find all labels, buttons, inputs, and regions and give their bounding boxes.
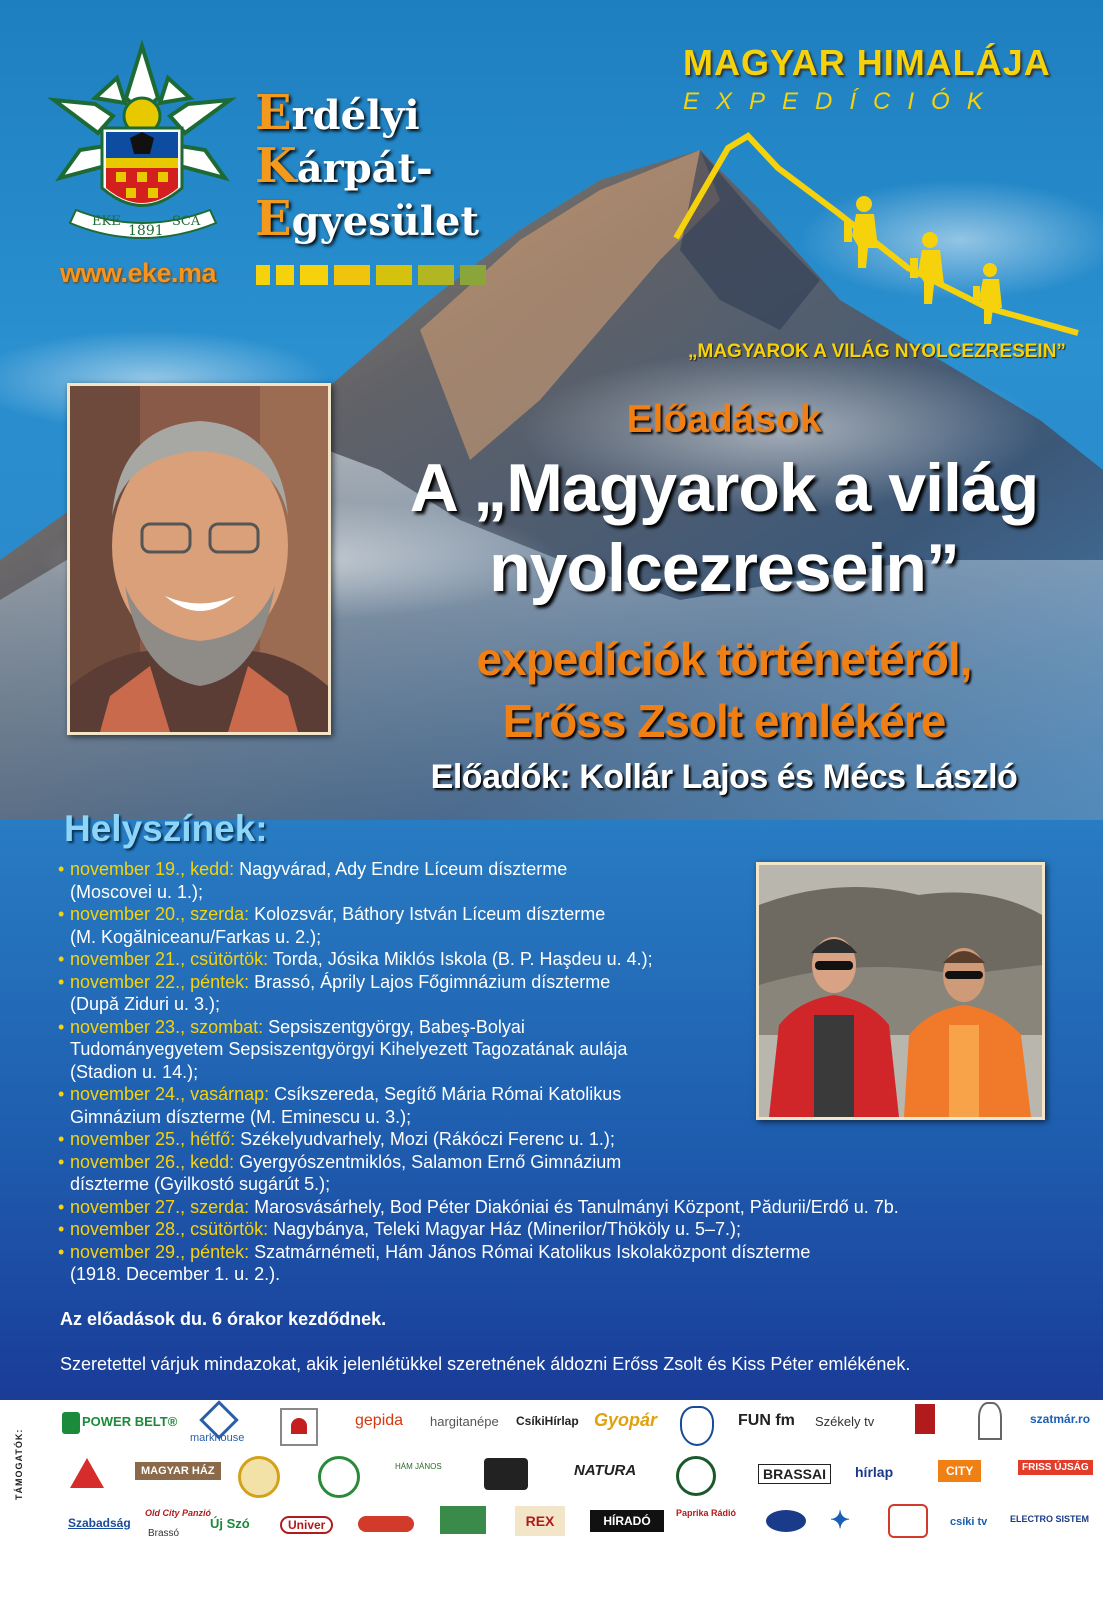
expedition-subtitle: EXPEDÍCIÓK xyxy=(683,88,1000,115)
venue-date: november 26., kedd: xyxy=(70,1151,235,1172)
start-time-note: Az előadások du. 6 órakor kezdődnek. xyxy=(60,1309,387,1329)
sponsor-univer: Univer xyxy=(280,1516,333,1534)
venue-date: november 25., hétfő: xyxy=(70,1129,236,1149)
venue-place: Nagybánya, Teleki Magyar Ház (Minerilor/Thököly u. 5–7.); xyxy=(268,1219,741,1239)
climbers-mountain-icon xyxy=(668,118,1088,348)
logo-text-left: EKE xyxy=(92,214,121,229)
venue-item xyxy=(56,1218,976,1241)
sponsor-hirlap: hírlap xyxy=(855,1464,894,1480)
sponsor-rex: REX xyxy=(515,1506,565,1536)
sponsor-friss-ujsag: FRISS ÚJSÁG xyxy=(1018,1460,1093,1475)
sponsor-szatmar-ro: szatmár.ro xyxy=(1030,1412,1091,1426)
sponsor-brassai: BRASSAI xyxy=(758,1464,831,1484)
org-initial-1: E xyxy=(255,85,292,141)
speakers-line: Előadók: Kollár Lajos és Mécs László xyxy=(430,758,1018,796)
crest-logo-icon xyxy=(280,1408,318,1446)
venue-place: Sepsiszentgyörgy, Babeş-Bolyai xyxy=(263,1016,525,1037)
invitation-text: Szeretettel várjuk mindazokat, akik jelenlétükkel szeretnének áldozni Erőss Zsolt és Kiss Péter emlékének. xyxy=(60,1354,911,1374)
coat-of-arms-icon xyxy=(680,1406,714,1446)
venue-item xyxy=(56,1241,976,1286)
venue-address: díszterme (Gyilkostó sugárút 5.); xyxy=(70,1174,331,1194)
expedition-motto: „MAGYAROK A VILÁG NYOLCEZRESEIN” xyxy=(688,341,1066,362)
eke-logo xyxy=(40,38,245,253)
venue-item xyxy=(56,1151,976,1196)
org-initial-2: K xyxy=(255,138,297,194)
sponsor-old-city-location: Brassó xyxy=(148,1528,180,1539)
subtitle-line-2: Erőss Zsolt emlékére xyxy=(502,695,946,747)
sponsor-hirado: HÍRADÓ xyxy=(590,1510,664,1532)
sponsor-markhouse: markhouse xyxy=(190,1432,245,1444)
venue-place: Nagyvárad, Ady Endre Líceum díszterme xyxy=(234,859,568,879)
venue-place: Marosvásárhely, Bod Péter Diakóniai és Tanulmányi Központ, Pădurii/Erdő u. 7b. xyxy=(249,1196,899,1217)
sponsor-csikihirlap: CsíkiHírlap xyxy=(516,1414,579,1428)
venue-address: (Moscovei u. 1.); xyxy=(70,881,204,902)
sponsor-uj-szo: Új Szó xyxy=(210,1516,250,1531)
venue-date: november 27., szerda: xyxy=(70,1196,250,1217)
venue-place-cont: Tudományegyetem Sepsiszentgyörgyi Kihelyezett Tagozatának aulája xyxy=(70,1039,628,1059)
sponsor-electro-sistem: ELECTRO SISTEM xyxy=(1010,1514,1090,1524)
landscape-logo-icon xyxy=(440,1506,486,1534)
sponsor-hargitanepe: hargitanépe xyxy=(430,1414,499,1429)
sponsor-natura: NATURA xyxy=(574,1462,637,1479)
power-belt-logo-icon xyxy=(62,1412,80,1434)
climbers-photo xyxy=(756,862,1045,1120)
sponsor-szekely-tv: Székely tv xyxy=(815,1414,875,1429)
sponsor-fun-fm: FUN fm xyxy=(738,1412,795,1429)
venue-place: Szatmárnémeti, Hám János Római Katolikus Iskolaközpont díszterme xyxy=(249,1241,811,1262)
sponsor-magyar-haz: MAGYAR HÁZ xyxy=(135,1462,221,1480)
venue-address: (1918. December 1. u. 2.). xyxy=(70,1264,281,1284)
main-title-line-1: A „Magyarok a világ xyxy=(409,450,1039,526)
sponsor-gepida: gepida xyxy=(355,1412,404,1429)
venue-address: Gimnázium díszterme (M. Eminescu u. 3.); xyxy=(70,1106,412,1127)
sponsor-city: CITY xyxy=(938,1460,981,1482)
venue-address: (Stadion u. 14.); xyxy=(70,1061,199,1082)
sponsor-paprika-radio: Paprika Rádió xyxy=(676,1508,737,1518)
organization-name xyxy=(255,85,479,247)
venue-date: november 20., szerda: xyxy=(70,904,250,924)
logo-text-year: 1891 xyxy=(128,223,164,239)
venue-address: (Dupǎ Ziduri u. 3.); xyxy=(70,994,221,1014)
color-blocks-divider xyxy=(256,265,486,285)
venue-date: november 19., kedd: xyxy=(70,859,235,879)
venue-place: Gyergyószentmiklós, Salamon Ernő Gimnázium xyxy=(234,1151,622,1172)
subtitle-line-1: expedíciók történetéről, xyxy=(476,633,972,685)
sponsors-strip xyxy=(0,1400,1103,1600)
red-emblem-icon xyxy=(915,1404,935,1434)
green-seal-icon xyxy=(318,1456,360,1498)
building-emblem-icon xyxy=(978,1402,1002,1440)
venue-date: november 21., csütörtök: xyxy=(70,949,269,969)
sponsor-ham-janos: HÁM JÁNOS xyxy=(395,1462,442,1471)
venue-address: (M. Kogălniceanu/Farkas u. 2.); xyxy=(70,926,322,947)
venue-place: Brassó, Áprily Lajos Főgimnázium díszterme xyxy=(249,971,611,992)
venue-place: Kolozsvár, Báthory István Líceum díszterme xyxy=(249,904,606,924)
venue-date: november 29., péntek: xyxy=(70,1241,250,1262)
radio-logo-icon xyxy=(358,1516,414,1532)
venue-date: november 23., szombat: xyxy=(70,1016,264,1037)
venue-place: Székelyudvarhely, Mozi (Rákóczi Ferenc u. 1.); xyxy=(235,1129,615,1149)
sponsor-csiki-tv: csíki tv xyxy=(950,1516,988,1528)
sponsor-szabadsag: Szabadság xyxy=(68,1516,131,1530)
venue-place: Csíkszereda, Segítő Mária Római Katolikus xyxy=(269,1084,622,1104)
subtitle xyxy=(402,628,1046,752)
sponsor-old-city-panzio: Old City Panzió xyxy=(145,1508,212,1518)
venue-date: november 28., csütörtök: xyxy=(70,1219,269,1239)
website-link[interactable]: www.eke.ma xyxy=(60,258,217,288)
venue-item xyxy=(56,1196,976,1219)
venue-item xyxy=(56,1128,976,1151)
school-seal-icon xyxy=(676,1456,716,1496)
round-seal-icon xyxy=(238,1456,280,1498)
main-title-line-2: nyolcezresein” xyxy=(489,530,959,606)
speaker-portrait-photo xyxy=(67,383,331,735)
venue-date: november 24., vasárnap: xyxy=(70,1084,270,1104)
eagle-emblem-icon xyxy=(484,1458,528,1490)
star-logo-icon: ✦ xyxy=(830,1507,851,1534)
sponsors-label: TÁMOGATÓK: xyxy=(14,1428,24,1500)
venue-place: Torda, Jósika Miklós Iskola (B. P. Haşdeu u. 4.); xyxy=(268,949,653,969)
org-line-1: rdélyi xyxy=(291,92,420,139)
org-line-3: gyesület xyxy=(291,198,479,245)
sponsor-gyopar: Gyopár xyxy=(594,1410,658,1430)
sponsor-power-belt: POWER BELT® xyxy=(82,1414,178,1429)
logo-text-right: SCA xyxy=(172,214,201,229)
lectures-label: Előadások xyxy=(626,398,822,441)
oval-logo-icon xyxy=(766,1510,806,1532)
venues-heading: Helyszínek: xyxy=(64,808,268,849)
triangle-logo-icon xyxy=(70,1458,104,1488)
red-badge-icon xyxy=(888,1504,928,1538)
org-line-2: árpát- xyxy=(296,145,433,192)
expedition-title: MAGYAR HIMALÁJA xyxy=(683,42,1051,83)
org-initial-3: E xyxy=(255,191,292,247)
main-title xyxy=(402,448,1046,608)
venue-date: november 22., péntek: xyxy=(70,971,250,992)
